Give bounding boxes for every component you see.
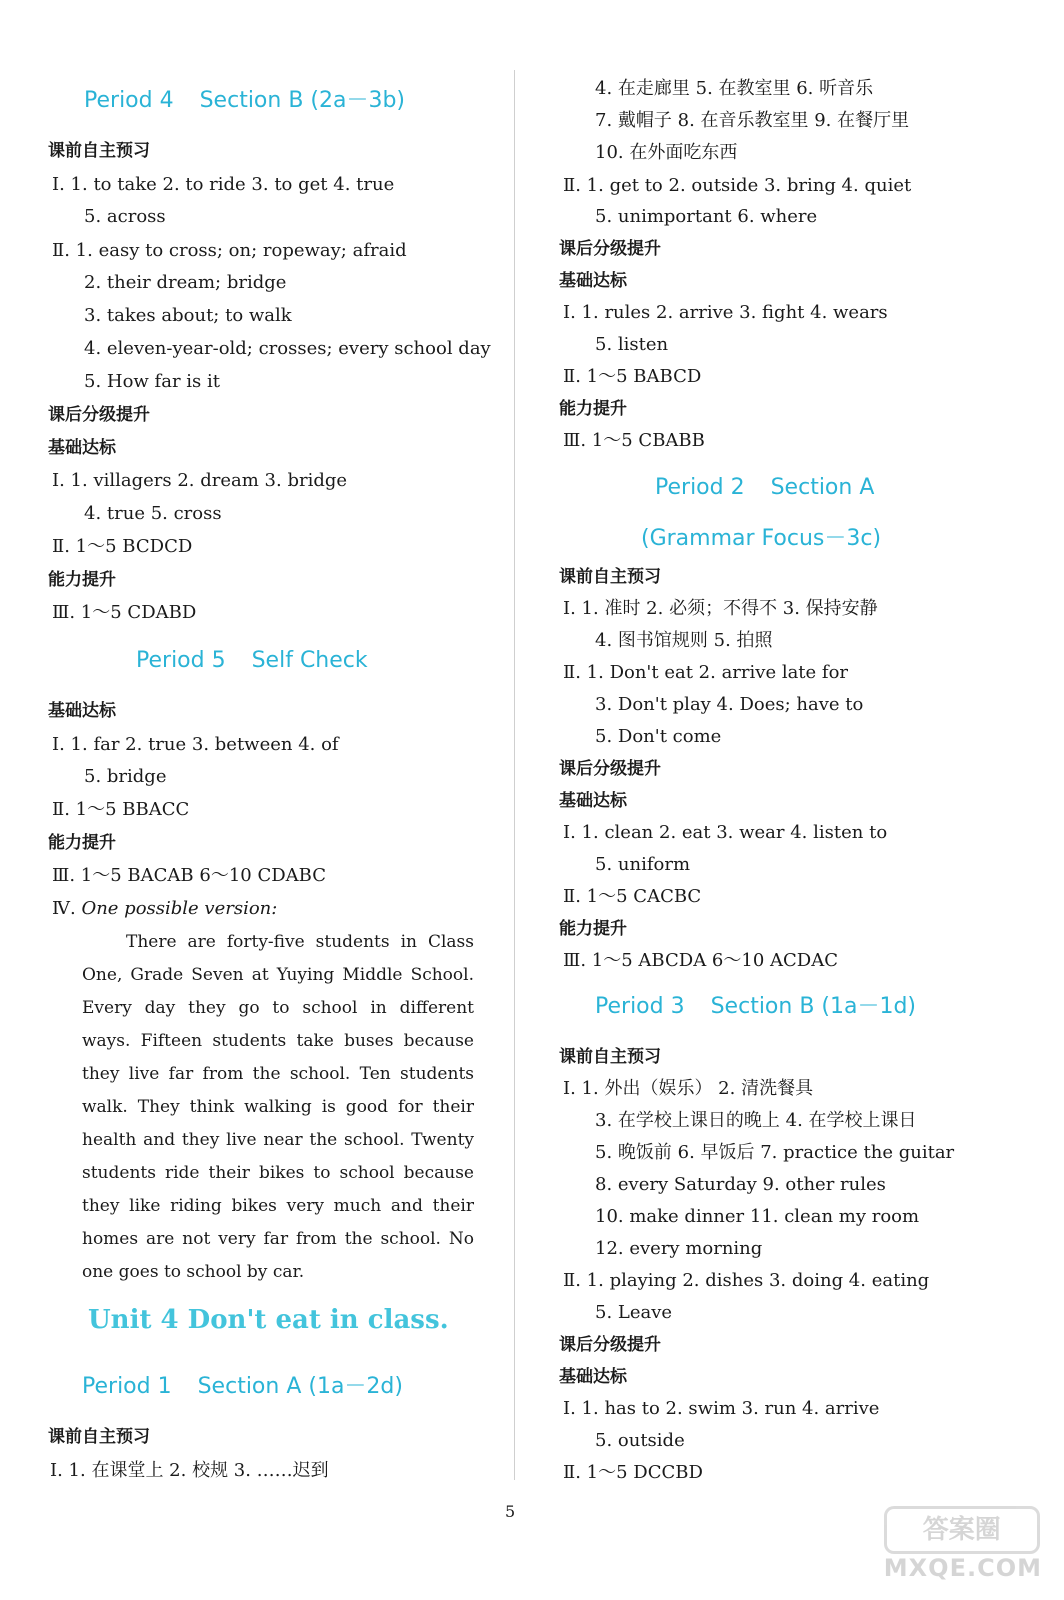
answer-line: Ⅰ. 1. clean 2. eat 3. wear 4. listen to: [563, 822, 888, 843]
heading-ability: 能力提升: [559, 399, 627, 419]
answer-line: 4. true 5. cross: [84, 503, 222, 524]
answer-line: 7. 戴帽子 8. 在音乐教室里 9. 在餐厅里: [595, 110, 910, 131]
answer-line: 2. their dream; bridge: [84, 272, 287, 293]
heading-basic: 基础达标: [559, 271, 627, 291]
heading-preview: 课前自主预习: [48, 141, 150, 161]
heading-basic: 基础达标: [559, 791, 627, 811]
answer-line: 8. every Saturday 9. other rules: [595, 1174, 886, 1195]
answer-line: 4. 图书馆规则 5. 拍照: [595, 630, 773, 651]
period1-title: Period 1 Section A (1a－2d): [82, 1374, 403, 1399]
heading-after-class: 课后分级提升: [559, 759, 661, 779]
answer-line: 5. Don't come: [595, 726, 722, 747]
answer-line: Ⅰ. 1. 外出（娱乐） 2. 清洗餐具: [563, 1078, 814, 1099]
answer-line: 3. 在学校上课日的晚上 4. 在学校上课日: [595, 1110, 917, 1131]
page-number: 5: [505, 1502, 516, 1521]
answer-line: Ⅱ. 1. get to 2. outside 3. bring 4. quiet: [563, 175, 912, 196]
answer-line: 5. How far is it: [84, 371, 220, 392]
answer-line: 5. 晚饭前 6. 早饭后 7. practice the guitar: [595, 1142, 955, 1163]
answer-line: Ⅲ. 1～5 CDABD: [52, 602, 197, 623]
answer-line: Ⅱ. 1～5 BBACC: [52, 799, 190, 820]
answer-line: Ⅱ. 1～5 BABCD: [563, 366, 702, 387]
answer-line: Ⅲ. 1～5 BACAB 6～10 CDABC: [52, 865, 326, 886]
answer-line: Ⅰ. 1. rules 2. arrive 3. fight 4. wears: [563, 302, 888, 323]
answer-line: 5. uniform: [595, 854, 691, 875]
answer-line: 5. unimportant 6. where: [595, 206, 818, 227]
period3-title: Period 3 Section B (1a－1d): [595, 994, 917, 1019]
answer-line: 12. every morning: [595, 1238, 763, 1259]
sample-essay: There are forty-five students in Class One, Grade Seven at Yuying Middle School. Every day they go to school in different ways. Fifteen students take buses because they live far from the school. Ten students walk. They think walking is good for their health and they live near the school. Twenty students ride their bikes to school because they like riding bikes very much and their homes are not very far from the school. No one goes to school by car.: [82, 932, 474, 1282]
answer-line: Ⅱ. 1. easy to cross; on; ropeway; afraid: [52, 240, 407, 261]
heading-preview: 课前自主预习: [559, 567, 661, 587]
answer-line: 10. make dinner 11. clean my room: [595, 1206, 920, 1227]
heading-ability: 能力提升: [48, 570, 116, 590]
heading-after-class: 课后分级提升: [48, 405, 150, 425]
answer-line: 5. bridge: [84, 766, 167, 787]
answer-line: Ⅱ. 1～5 CACBC: [563, 886, 702, 907]
answer-line: Ⅰ. 1. has to 2. swim 3. run 4. arrive: [563, 1398, 880, 1419]
answer-line: Ⅲ. 1～5 CBABB: [563, 430, 705, 451]
heading-after-class: 课后分级提升: [559, 239, 661, 259]
answer-line: Ⅰ. 1. to take 2. to ride 3. to get 4. true: [52, 174, 395, 195]
period2-title: Period 2 Section A: [655, 475, 875, 500]
answer-line: 5. outside: [595, 1430, 685, 1451]
answer-line: Ⅲ. 1～5 ABCDA 6～10 ACDAC: [563, 950, 838, 971]
heading-basic: 基础达标: [48, 701, 116, 721]
site-watermark: [884, 1506, 1042, 1582]
answer-line: Ⅰ. 1. far 2. true 3. between 4. of: [52, 734, 339, 755]
answer-line: Ⅳ. One possible version:: [52, 898, 278, 919]
heading-after-class: 课后分级提升: [559, 1335, 661, 1355]
answer-line: Ⅱ. 1～5 DCCBD: [563, 1462, 703, 1483]
answer-line: 5. listen: [595, 334, 669, 355]
answer-line: 3. Don't play 4. Does; have to: [595, 694, 864, 715]
answer-line: Ⅰ. 1. 准时 2. 必须；不得不 3. 保持安静: [563, 598, 878, 619]
answer-line: Ⅰ. 1. 在课堂上 2. 校规 3. ……迟到: [50, 1460, 329, 1481]
answer-line: 3. takes about; to walk: [84, 305, 292, 326]
period4-title: Period 4 Section B (2a－3b): [84, 88, 406, 113]
unit-title: Unit 4 Don't eat in class.: [88, 1305, 449, 1335]
period5-title: Period 5 Self Check: [136, 648, 368, 673]
answer-line: 10. 在外面吃东西: [595, 142, 738, 163]
answer-line: Ⅱ. 1. playing 2. dishes 3. doing 4. eating: [563, 1270, 930, 1291]
heading-basic: 基础达标: [559, 1367, 627, 1387]
watermark-text: MXQE.COM: [883, 1554, 1042, 1582]
watermark-logo: 答案圈: [884, 1506, 1040, 1554]
heading-ability: 能力提升: [48, 833, 116, 853]
answer-line: Ⅰ. 1. villagers 2. dream 3. bridge: [52, 470, 348, 491]
answer-line: Ⅱ. 1～5 BCDCD: [52, 536, 193, 557]
answer-line: 5. Leave: [595, 1302, 673, 1323]
heading-preview: 课前自主预习: [559, 1047, 661, 1067]
answer-line: 4. 在走廊里 5. 在教室里 6. 听音乐: [595, 78, 874, 99]
heading-basic: 基础达标: [48, 438, 116, 458]
period2-subtitle: (Grammar Focus－3c): [641, 526, 882, 551]
heading-preview: 课前自主预习: [48, 1427, 150, 1447]
answer-line: 5. across: [84, 206, 166, 227]
answer-line: Ⅱ. 1. Don't eat 2. arrive late for: [563, 662, 849, 683]
answer-line: 4. eleven-year-old; crosses; every school day: [84, 338, 491, 359]
column-divider: [514, 70, 515, 1480]
heading-ability: 能力提升: [559, 919, 627, 939]
